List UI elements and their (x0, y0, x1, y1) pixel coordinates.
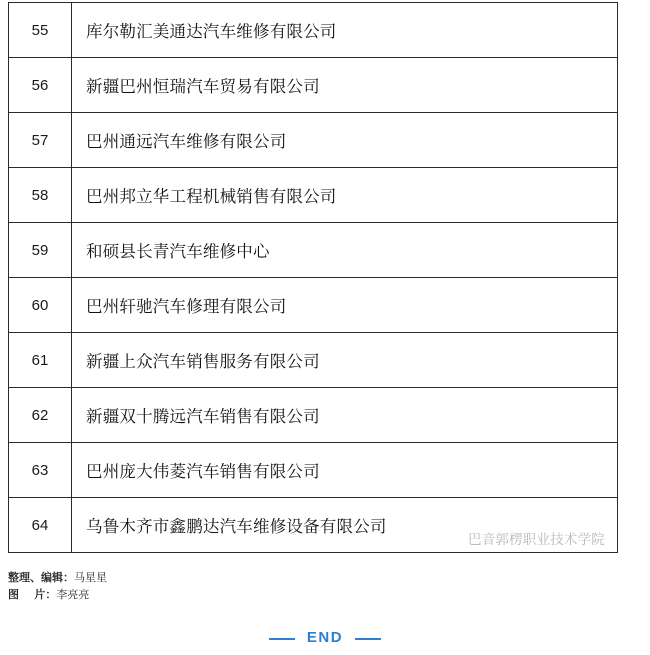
row-company-name: 巴州邦立华工程机械销售有限公司 (72, 168, 618, 223)
row-number: 60 (9, 278, 72, 333)
company-list-table (8, 2, 618, 553)
credit-value-editor: 马星星 (74, 571, 107, 584)
table-row (9, 168, 618, 223)
credit-value-photo: 李亮亮 (56, 588, 90, 601)
table-body (9, 3, 618, 553)
credit-line-editor (8, 569, 650, 586)
row-company-name: 新疆巴州恒瑞汽车贸易有限公司 (72, 58, 618, 113)
end-marker (0, 629, 650, 655)
row-company-name: 新疆上众汽车销售服务有限公司 (72, 333, 618, 388)
row-company-name: 新疆双十腾远汽车销售有限公司 (72, 388, 618, 443)
credit-label-editor: 整理、编辑： (8, 571, 74, 584)
row-number: 61 (9, 333, 72, 388)
row-company-name: 库尔勒汇美通达汽车维修有限公司 (72, 3, 618, 58)
row-company-name-text: 乌鲁木齐市鑫鹏达汽车维修设备有限公司 (86, 517, 387, 536)
row-company-name: 巴州轩驰汽车修理有限公司 (72, 278, 618, 333)
table-row (9, 388, 618, 443)
table-row (9, 498, 618, 553)
end-label: END (289, 629, 361, 646)
row-company-name: 和硕县长青汽车维修中心 (72, 223, 618, 278)
table-row (9, 333, 618, 388)
table-row (9, 223, 618, 278)
row-number: 64 (9, 498, 72, 553)
row-number: 56 (9, 58, 72, 113)
watermark-text: 巴音郭楞职业技术学院 (468, 532, 605, 548)
row-company-name (72, 498, 618, 553)
row-number: 59 (9, 223, 72, 278)
table-row (9, 58, 618, 113)
row-company-name: 巴州庞大伟菱汽车销售有限公司 (72, 443, 618, 498)
document-page (0, 2, 650, 646)
row-number: 55 (9, 3, 72, 58)
credit-label-photo: 图 片： (8, 588, 57, 601)
credit-line-photo (8, 586, 650, 603)
row-company-name: 巴州通远汽车维修有限公司 (72, 113, 618, 168)
table-row (9, 3, 618, 58)
table-row (9, 278, 618, 333)
table-row (9, 443, 618, 498)
table-row (9, 113, 618, 168)
credits-block (8, 569, 650, 603)
row-number: 58 (9, 168, 72, 223)
row-number: 57 (9, 113, 72, 168)
row-number: 62 (9, 388, 72, 443)
row-number: 63 (9, 443, 72, 498)
